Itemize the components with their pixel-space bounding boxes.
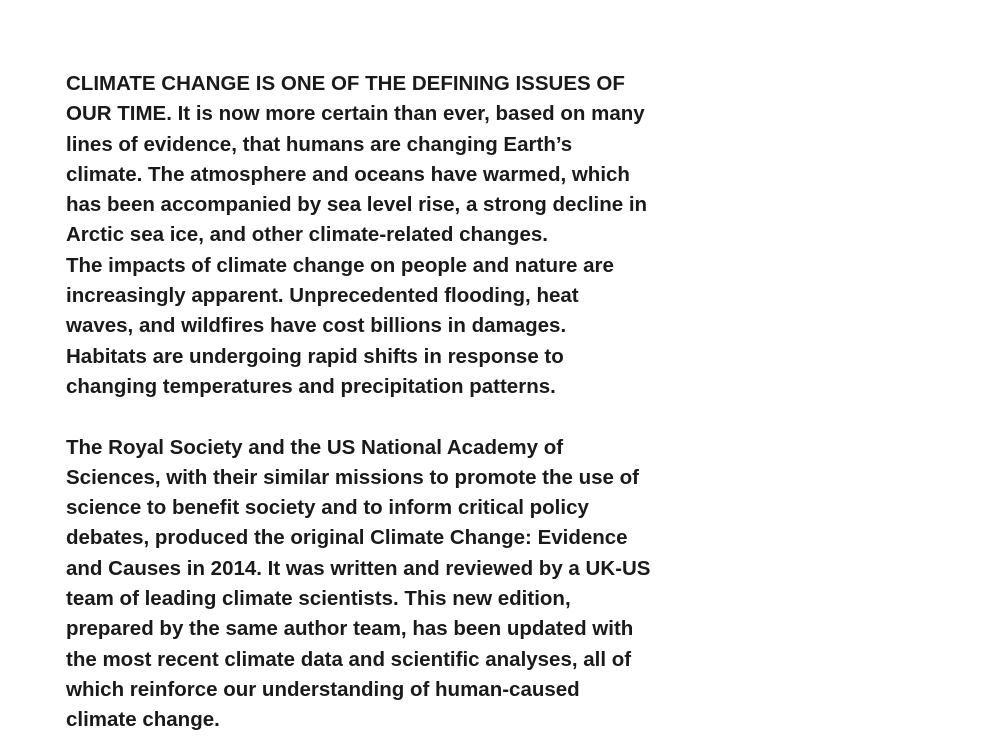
text-line: science to benefit society and to inform critical policy	[66, 496, 589, 520]
intro-paragraph	[66, 69, 716, 251]
document-body	[66, 69, 716, 736]
text-line: has been accompanied by sea level rise, a strong decline in	[66, 193, 648, 217]
text-line: debates, produced the original Climate Change: Evidence	[66, 526, 628, 550]
text-line: Sciences, with their similar missions to promote the use of	[66, 465, 639, 489]
text-line: climate. The atmosphere and oceans have warmed, which	[66, 162, 630, 186]
text-line: which reinforce our understanding of human-caused	[66, 677, 580, 701]
publication-paragraph	[66, 433, 716, 736]
text-line: team of leading climate scientists. This new edition,	[66, 587, 571, 611]
text-line: lines of evidence, that humans are changing Earth’s	[66, 132, 573, 156]
text-line: The impacts of climate change on people and nature are	[66, 253, 614, 277]
text-line: CLIMATE CHANGE IS ONE OF THE DEFINING ISSUES OF	[66, 72, 625, 95]
text-line: Habitats are undergoing rapid shifts in response to	[66, 344, 564, 368]
paragraph-spacer	[66, 402, 716, 432]
text-line: OUR TIME. It is now more certain than ever, based on many	[66, 102, 645, 126]
text-line: increasingly apparent. Unprecedented flooding, heat	[66, 284, 579, 308]
text-line: climate change.	[66, 708, 220, 732]
text-line: Arctic sea ice, and other climate-related changes.	[66, 223, 548, 247]
text-line: changing temperatures and precipitation patterns.	[66, 374, 556, 398]
text-line: prepared by the same author team, has been updated with	[66, 617, 634, 641]
text-line: waves, and wildfires have cost billions in damages.	[66, 314, 567, 338]
text-line: and Causes in 2014. It was written and reviewed by a UK-US	[66, 556, 651, 580]
impacts-paragraph	[66, 251, 716, 402]
text-line: The Royal Society and the US National Academy of	[66, 435, 564, 459]
text-line: the most recent climate data and scientific analyses, all of	[66, 647, 632, 671]
